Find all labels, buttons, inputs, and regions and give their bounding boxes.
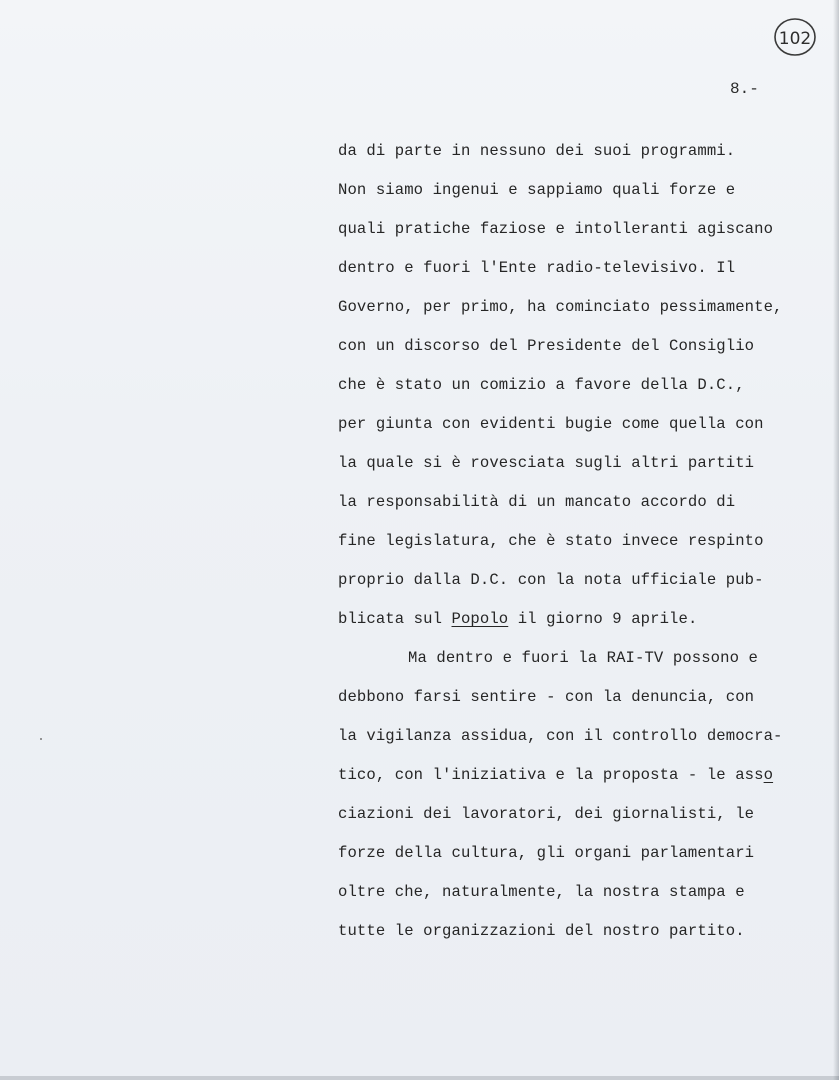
folio-stamp bbox=[772, 14, 818, 60]
text-line: con un discorso del Presidente del Consiglio bbox=[338, 337, 755, 355]
page-number: 8.- bbox=[730, 80, 759, 98]
text-line: quali pratiche faziose e intolleranti agiscano bbox=[338, 220, 774, 238]
stray-mark bbox=[40, 738, 42, 740]
text-fragment: blicata sul bbox=[338, 610, 452, 628]
text-line: ciazioni dei lavoratori, dei giornalisti, le bbox=[338, 805, 755, 823]
text-line: da di parte in nessuno dei suoi programmi. bbox=[338, 142, 736, 160]
document-body bbox=[338, 132, 818, 951]
text-fragment-underlined: o bbox=[763, 766, 774, 784]
text-line: la vigilanza assidua, con il controllo democra- bbox=[338, 727, 783, 745]
text-line: per giunta con evidenti bugie come quella con bbox=[338, 415, 764, 433]
text-line: che è stato un comizio a favore della D.C., bbox=[338, 376, 745, 394]
text-line: Non siamo ingenui e sappiamo quali forze e bbox=[338, 181, 736, 199]
text-line bbox=[338, 600, 818, 639]
folio-number: 102 bbox=[778, 29, 812, 49]
text-line: forze della cultura, gli organi parlamentari bbox=[338, 844, 755, 862]
text-line: proprio dalla D.C. con la nota ufficiale pub- bbox=[338, 571, 764, 589]
text-line: tutte le organizzazioni del nostro partito. bbox=[338, 922, 745, 940]
page-bottom-shadow bbox=[0, 1076, 839, 1080]
page-edge-shadow bbox=[833, 0, 839, 1080]
newspaper-title: Popolo bbox=[451, 610, 509, 628]
text-line: fine legislatura, che è stato invece respinto bbox=[338, 532, 764, 550]
text-line: la responsabilità di un mancato accordo di bbox=[338, 493, 736, 511]
text-line: debbono farsi sentire - con la denuncia, con bbox=[338, 688, 755, 706]
text-line: Ma dentro e fuori la RAI-TV possono e bbox=[408, 649, 758, 667]
text-line: la quale si è rovesciata sugli altri partiti bbox=[338, 454, 755, 472]
text-line: oltre che, naturalmente, la nostra stampa e bbox=[338, 883, 745, 901]
text-fragment: tico, con l'iniziativa e la proposta - le ass bbox=[338, 766, 764, 784]
text-line bbox=[338, 756, 818, 795]
text-fragment: il giorno 9 aprile. bbox=[508, 610, 698, 628]
text-line: Governo, per primo, ha cominciato pessimamente, bbox=[338, 298, 783, 316]
text-line: dentro e fuori l'Ente radio-televisivo. Il bbox=[338, 259, 736, 277]
